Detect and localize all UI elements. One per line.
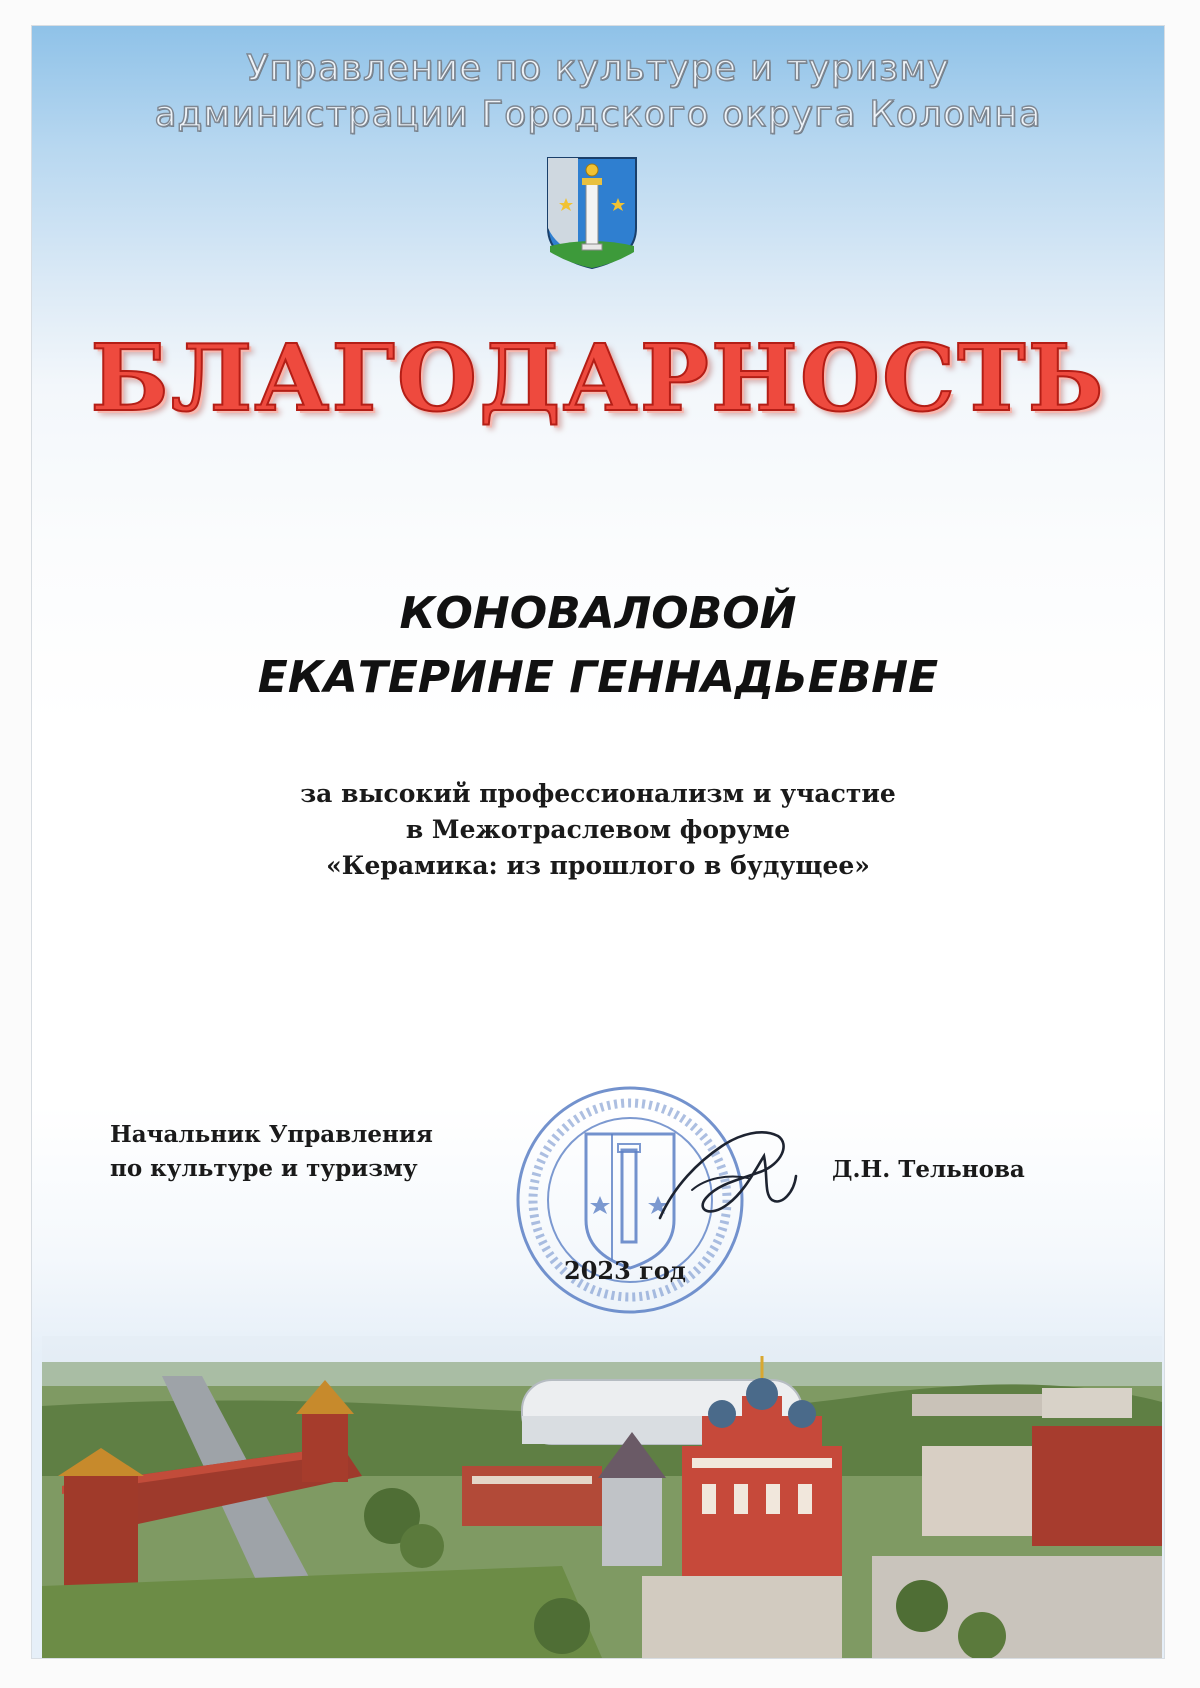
- kolomna-kremlin-panorama-icon: [42, 1336, 1162, 1658]
- signatory-position-line-1: Начальник Управления: [110, 1121, 433, 1148]
- certificate-frame: [32, 26, 1164, 1658]
- recipient-surname: КОНОВАЛОВОЙ: [399, 588, 797, 639]
- document-title: БЛАГОДАРНОСТЬ: [90, 324, 1106, 432]
- header-line-1: Управление по культуре и туризму: [246, 48, 950, 89]
- recipient-given-names: ЕКАТЕРИНЕ ГЕННАДЬЕВНЕ: [257, 652, 939, 703]
- header-line-2: администрации Городского округа Коломна: [154, 94, 1042, 135]
- coat-of-arms-icon: [544, 154, 640, 272]
- reason-line-2: в Межотраслевом форуме: [405, 815, 791, 844]
- reason-line-3: «Керамика: из прошлого в будущее»: [326, 851, 870, 880]
- handwritten-signature-icon: [652, 1106, 802, 1236]
- signatory-name: Д.Н. Тельнова: [832, 1156, 1025, 1183]
- issue-year: 2023 год: [564, 1256, 686, 1285]
- signatory-position: [110, 1118, 433, 1186]
- signatory-position-line-2: по культуре и туризму: [110, 1155, 418, 1182]
- reason-line-1: за высокий профессионализм и участие: [300, 779, 896, 808]
